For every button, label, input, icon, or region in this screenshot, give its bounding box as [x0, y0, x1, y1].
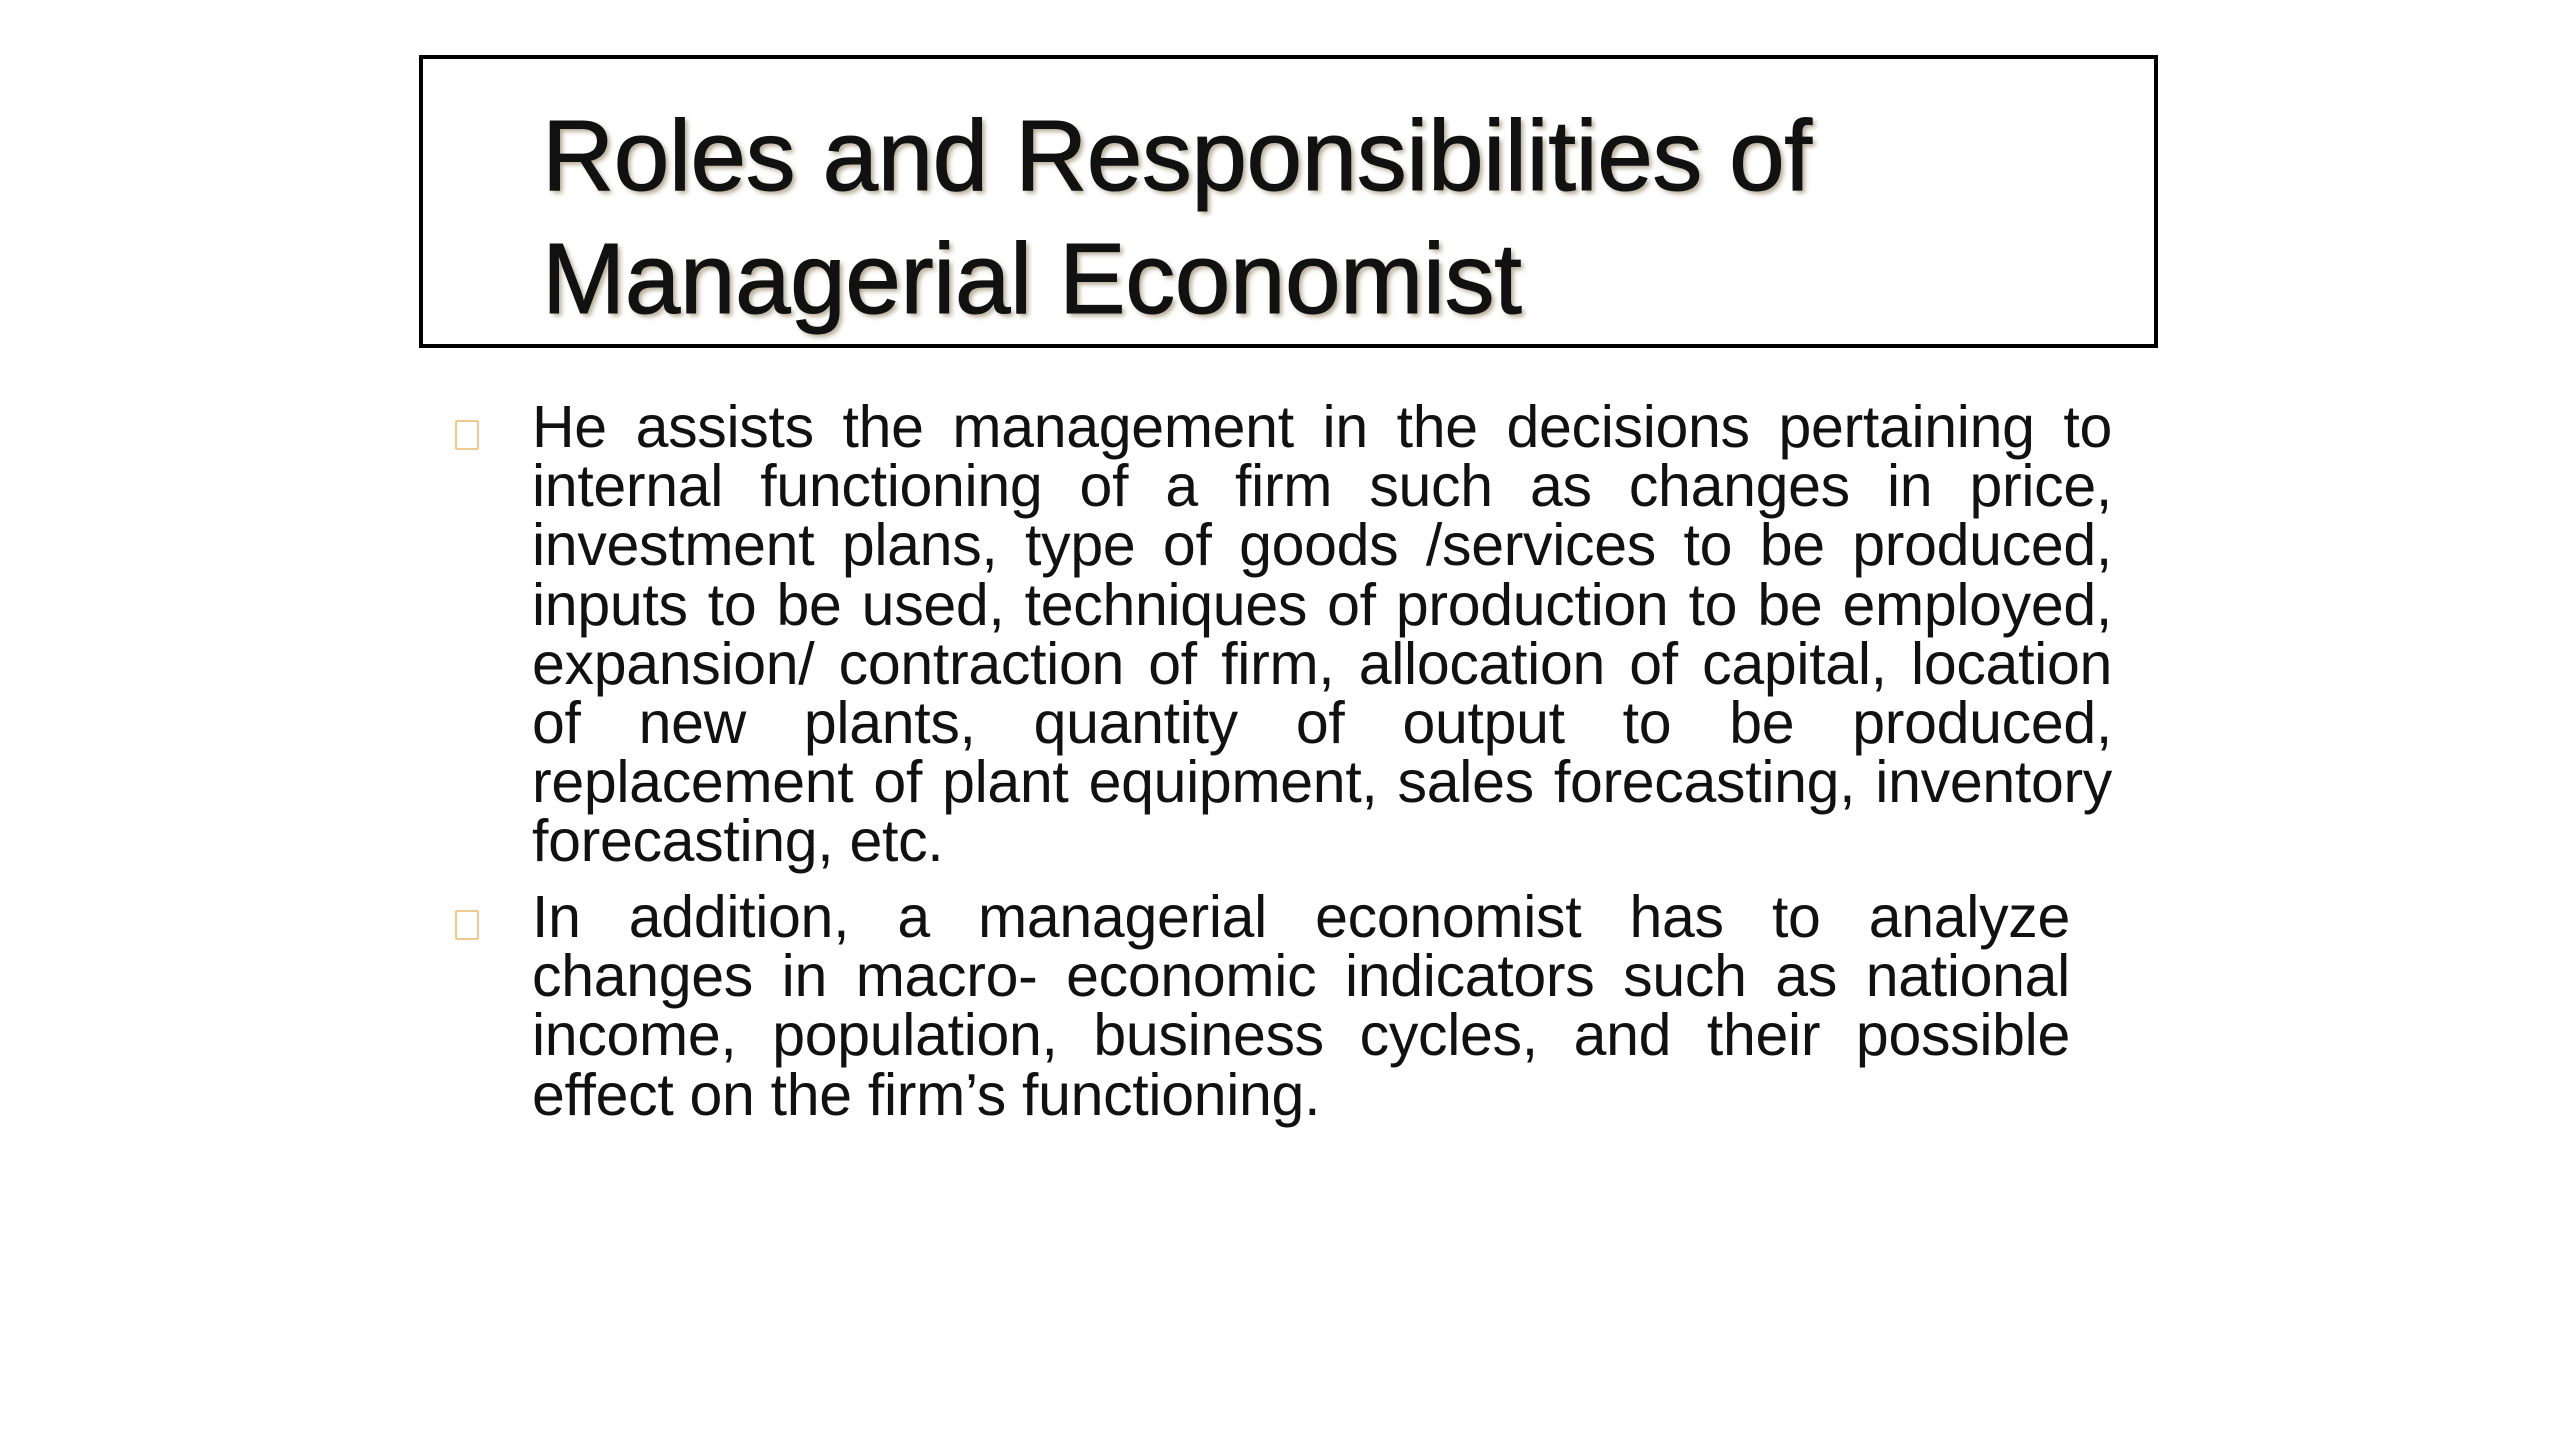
bullet-text: In addition, a managerial economist has to analyze changes in macro- economic indicators such as national income, population, business cycles, and their possible effect on the firm’s functioning. [532, 884, 2070, 1128]
slide-title: Roles and Responsibilities of Managerial Economist [542, 100, 1812, 335]
bullet-text: He assists the management in the decisions pertaining to internal functioning of a firm such as changes in price, investment plans, type of goods /services to be produced, inputs to be used, techniques of production to be employed, expansion/ contraction of firm, allocation of capital, location of new plants, quantity of output to be produced, replacement of plant equipment, sales forecasting, inventory forecasting, etc. [532, 394, 2112, 875]
square-bullet-icon [455, 420, 479, 450]
square-bullet-icon [455, 910, 479, 940]
